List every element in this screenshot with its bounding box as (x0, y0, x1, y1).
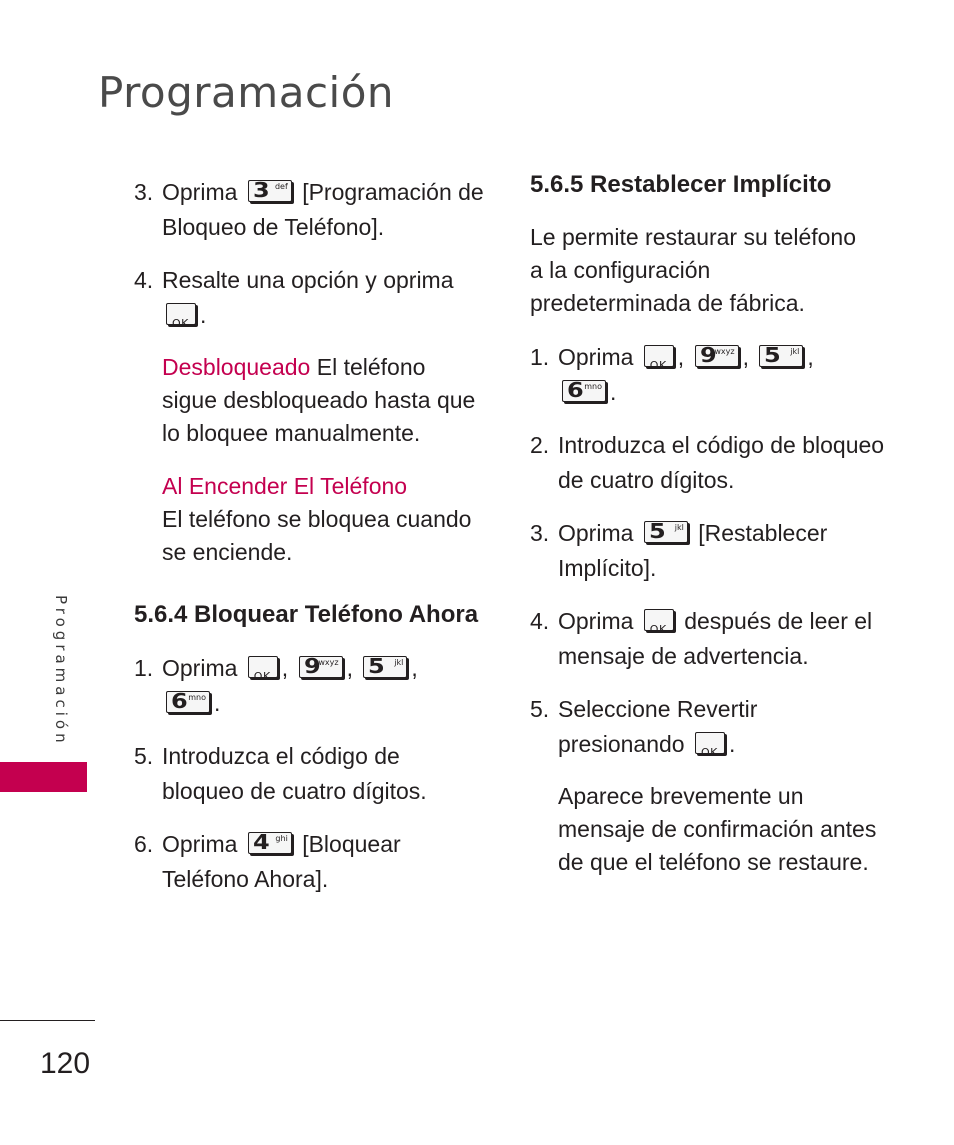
step-number: 5. (530, 696, 550, 722)
menu-path: [Restablecer Implícito] (558, 520, 828, 581)
step-number: 3. (134, 179, 154, 205)
step-text: Introduzca el código de bloqueo de cuatro dígitos. (162, 743, 427, 804)
step-4-oprima-ok (530, 604, 890, 674)
section-intro: Le permite restaurar su teléfono a la configuración predeterminada de fábrica. (530, 224, 857, 316)
right-column (530, 165, 890, 899)
left-column (134, 175, 484, 915)
step-number: 4. (530, 608, 550, 634)
step-4-resalte: 4. Resalte una opción y oprima OK . (134, 263, 484, 333)
key-5-icon: 5 jkl (363, 656, 407, 678)
option-al-encender (134, 470, 484, 569)
ok-key-icon: OK (166, 303, 196, 325)
step-text: Oprima (558, 344, 634, 370)
key-9-icon: 9 wxyz (299, 656, 343, 678)
step-text: Oprima (162, 655, 238, 681)
footer-rule (0, 1020, 95, 1021)
option-term: Al Encender El Teléfono (162, 473, 408, 499)
menu-path: [Bloquear Teléfono Ahora] (162, 831, 401, 892)
side-tab-label: Programación (52, 595, 70, 747)
step-number: 5. (134, 743, 154, 769)
step-text: Oprima (558, 520, 634, 546)
step-text: Resalte una opción y oprima (162, 267, 454, 293)
step-6-bloquear: 6. Oprima 4 ghi [Bloquear Teléfono Ahora]. (134, 827, 484, 897)
key-5-icon: 5 jkl (644, 521, 688, 543)
step-number: 1. (530, 344, 550, 370)
step-3-programacion-bloqueo: 3. Oprima 3 def [Programación de Bloqueo de Teléfono]. (134, 175, 484, 245)
option-description: El teléfono sigue desbloqueado hasta que lo bloquee manualmente. (162, 354, 476, 446)
key-6-icon: 6 mno (562, 380, 606, 402)
step-text: Oprima (558, 608, 634, 634)
key-4-icon: 4 ghi (248, 832, 292, 854)
step-1-key-sequence: 1. Oprima OK , 9 wxyz , 5 jkl , 6 mno . (134, 651, 484, 721)
key-9-icon: 9 wxyz (695, 345, 739, 367)
step-number: 4. (134, 267, 154, 293)
step-number: 6. (134, 831, 154, 857)
key-5-icon: 5 jkl (759, 345, 803, 367)
step-number: 2. (530, 432, 550, 458)
confirmation-note: Aparece brevemente un mensaje de confirmación antes de que el teléfono se restaure. (558, 783, 877, 875)
menu-path: [Programación de Bloqueo de Teléfono] (162, 179, 484, 240)
ok-key-icon: OK (695, 732, 725, 754)
option-description: El teléfono se bloquea cuando se enciende. (162, 506, 472, 565)
ok-key-icon: OK (248, 656, 278, 678)
section-heading-5-6-5: 5.6.5 Restablecer Implícito (530, 171, 832, 198)
step-text: Introduzca el código de bloqueo de cuatro dígitos. (558, 432, 885, 493)
step-5-revertir: 5. Seleccione Revertir presionando OK . (530, 692, 890, 762)
side-tab-marker (0, 762, 87, 792)
page-title: Programación (98, 68, 395, 117)
option-term: Desbloqueado (162, 354, 311, 380)
ok-key-icon: OK (644, 345, 674, 367)
step-3-restablecer: 3. Oprima 5 jkl [Restablecer Implícito]. (530, 516, 890, 586)
key-6-icon: 6 mno (166, 691, 210, 713)
step-text-after: después de leer el mensaje de advertencia. (558, 608, 873, 669)
key-3-icon: 3 def (248, 180, 292, 202)
step-1-key-sequence: 1. Oprima OK , 9 wxyz , 5 jkl , 6 mno . (530, 340, 890, 410)
step-text: Oprima (162, 831, 238, 857)
option-desbloqueado (134, 351, 484, 450)
step-text: Seleccione Revertir presionando (558, 696, 758, 757)
section-heading-5-6-4: 5.6.4 Bloquear Teléfono Ahora (134, 601, 479, 628)
ok-key-icon: OK (644, 609, 674, 631)
step-2-introduzca (530, 428, 890, 498)
page-number: 120 (40, 1047, 91, 1080)
step-number: 3. (530, 520, 550, 546)
step-text: Oprima (162, 179, 238, 205)
step-number: 1. (134, 655, 154, 681)
step-5-introduzca (134, 739, 484, 809)
